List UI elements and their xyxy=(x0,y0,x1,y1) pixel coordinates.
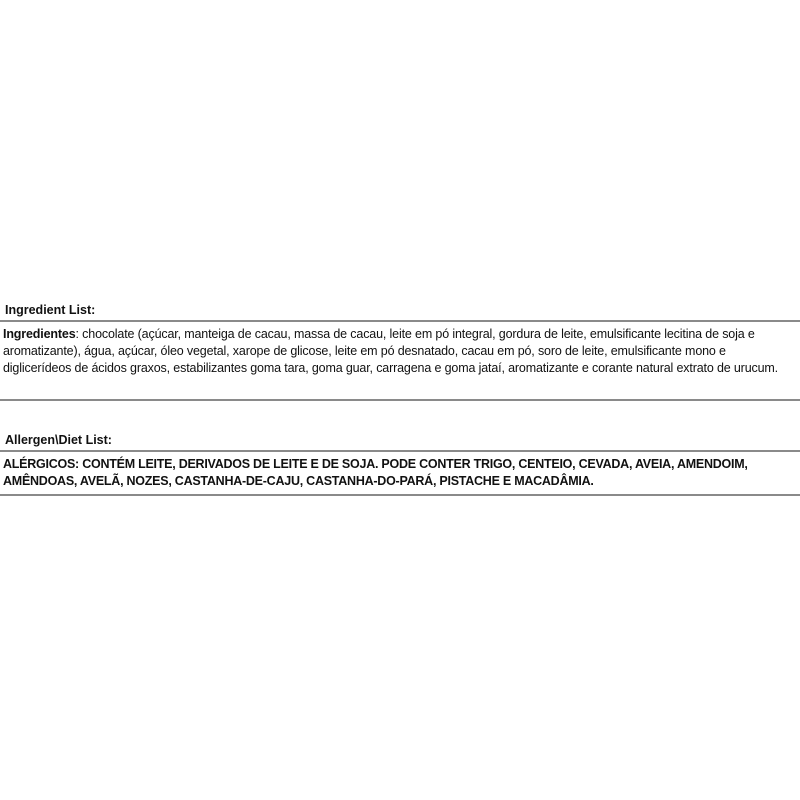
ingredients-label: Ingredientes xyxy=(3,327,76,341)
allergen-list-heading: Allergen\Diet List: xyxy=(5,433,112,447)
allergen-bottom-divider xyxy=(0,494,800,496)
ingredient-list-section xyxy=(0,302,800,401)
ingredients-text: : chocolate (açúcar, manteiga de cacau, massa de cacau, leite em pó integral, gordura de leite, emulsificante lecitina de soja e aromatizante), água, açúcar, óleo vegetal, xarope de glicose, leite em pó desnatado, cacau em pó, soro de leite, emulsificante mono e diglicerídeos de ácidos graxos, estabilizantes goma tara, goma guar, carragena e goma jataí, aromatizante e corante natural extrato de urucum. xyxy=(3,327,778,375)
ingredient-list-body xyxy=(0,322,800,377)
ingredient-list-heading: Ingredient List: xyxy=(5,303,96,317)
allergen-list-section xyxy=(0,432,800,496)
ingredient-bottom-divider xyxy=(0,399,800,401)
allergen-list-text: ALÉRGICOS: CONTÉM LEITE, DERIVADOS DE LEITE E DE SOJA. PODE CONTER TRIGO, CENTEIO, CEVADA, AVEIA, AMENDOIM, AMÊNDOAS, AVELÃ, NOZES, CASTANHA-DE-CAJU, CASTANHA-DO-PARÁ, PISTACHE E MACADÂMIA. xyxy=(3,457,748,488)
